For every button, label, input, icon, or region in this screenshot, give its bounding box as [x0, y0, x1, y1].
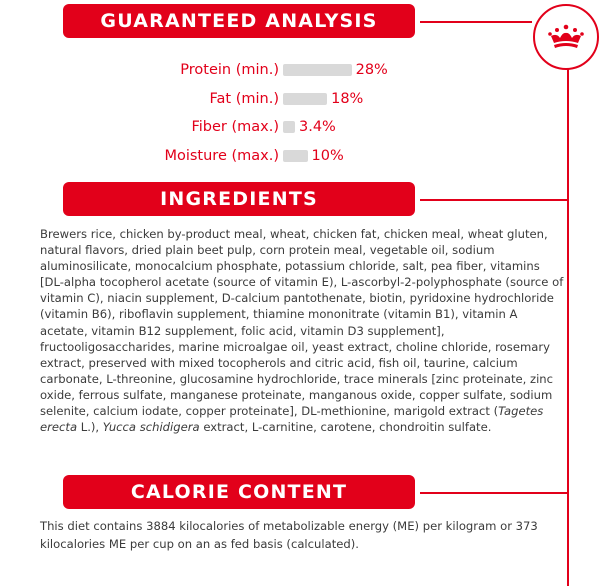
analysis-value: 28%	[355, 62, 388, 79]
analysis-value: 3.4%	[299, 119, 336, 136]
calorie-content-header: CALORIE CONTENT	[63, 475, 415, 509]
ingredients-italic: Tagetes erecta	[40, 404, 544, 435]
analysis-label: Fiber (max.)	[191, 119, 279, 136]
analysis-row-moisture	[150, 142, 430, 171]
crown-icon	[547, 24, 585, 50]
analysis-bar	[283, 64, 352, 76]
header-rule	[420, 21, 532, 23]
section-rule	[420, 199, 568, 201]
ingredients-part: extract, L-carnitine, carotene, chondroitin sulfate.	[199, 420, 492, 435]
ingredients-part: Brewers rice, chicken by-product meal, wheat, chicken fat, chicken meal, wheat gluten, natural flavors, dried plain beet pulp, corn protein meal, vegetable oil, sodium aluminosilicate, monocalcium phosphate, potassium chloride, salt, pea fiber, vitamins [DL-alpha tocopherol acetate (source of vitamin E), L-ascorbyl-2-polyphosphate (source of vitamin C), niacin supplement, D-calcium pantothenate, biotin, pyridoxine hydrochloride (vitamin B6), riboflavin supplement, thiamine mononitrate (vitamin B1), vitamin A acetate, vitamin B12 supplement, folic acid, vitamin D3 supplement], fructooligosaccharides, marine microalgae oil, yeast extract, choline chloride, rosemary extract, preserved with mixed tocopherols and citric acid, fish oil, taurine, calcium carbonate, L-threonine, glucosamine hydrochloride, trace minerals [zinc proteinate, zinc oxide, ferrous sulfate, manganese proteinate, manganous oxide, copper sulfate, sodium selenite, calcium iodate, copper proteinate], DL-methionine, marigold extract (	[40, 227, 564, 419]
ingredients-header: INGREDIENTS	[63, 182, 415, 216]
analysis-bar	[283, 121, 295, 133]
analysis-row-fat	[150, 85, 430, 114]
analysis-row-protein	[150, 56, 430, 85]
ingredients-part: L.),	[77, 420, 103, 435]
analysis-value: 10%	[311, 147, 344, 164]
analysis-bar	[283, 93, 327, 105]
calorie-text: This diet contains 3884 kilocalories of metabolizable energy (ME) per kilogram or 373 kilocalories ME per cup on an as fed basis (calculated).	[40, 519, 538, 551]
brand-logo	[533, 4, 599, 70]
analysis-label: Protein (min.)	[180, 62, 279, 79]
side-rule	[567, 60, 569, 586]
analysis-bar	[283, 150, 308, 162]
analysis-table	[150, 56, 430, 170]
ingredients-italic: Yucca schidigera	[102, 420, 200, 435]
analysis-value: 18%	[331, 90, 364, 107]
section-rule	[420, 492, 568, 494]
analysis-row-fiber	[150, 113, 430, 142]
analysis-label: Fat (min.)	[209, 90, 279, 107]
guaranteed-analysis-header: GUARANTEED ANALYSIS	[63, 4, 415, 38]
analysis-label: Moisture (max.)	[164, 147, 279, 164]
ingredients-text	[40, 226, 565, 435]
